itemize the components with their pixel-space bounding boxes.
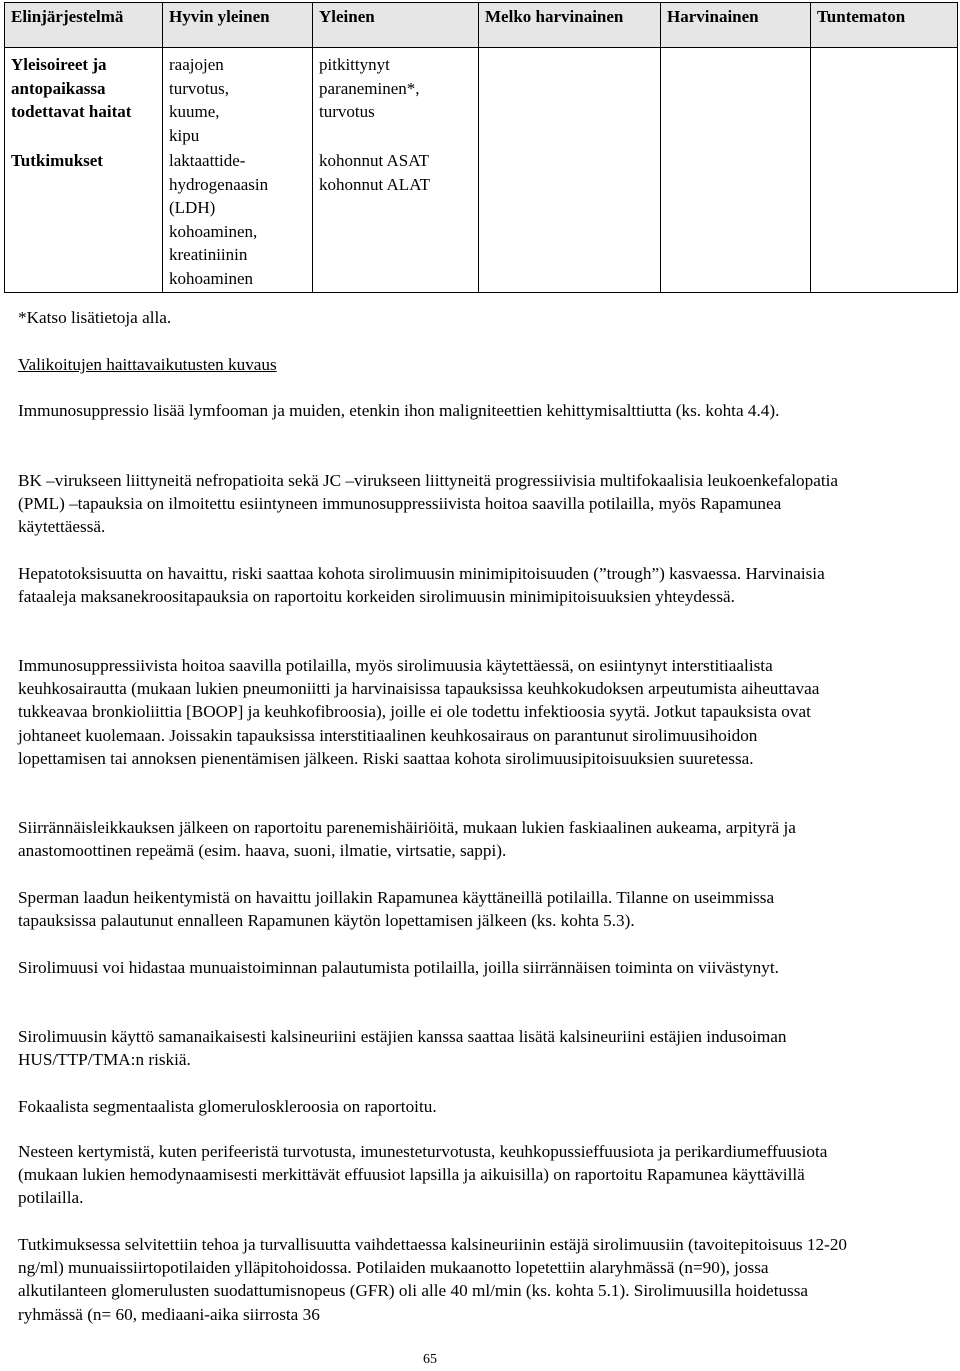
paragraph-immunosuppression: Immunosuppressio lisää lymfooman ja muiden, etenkin ihon maligniteettien kehittymisalttiutta (ks. kohta 4.4).: [18, 401, 780, 420]
table-cell-common: kohonnut ASAT kohonnut ALAT: [313, 148, 479, 293]
paragraph-fsgs: Fokaalista segmentaalista glomeruloskleroosia on raportoitu.: [18, 1097, 437, 1116]
table-header-row: [5, 3, 958, 48]
paragraph-sperm-quality: Sperman laadun heikentymistä on havaittu joillakin Rapamunea käyttäneillä potilailla. Tilanne on useimmissa tapauksissa palautunut ennalleen Rapamunen käytön lopettamisen jälkeen (ks. kohta 5.3).: [18, 888, 775, 931]
paragraph-wound-healing: Siirrännäisleikkauksen jälkeen on raportoitu parenemishäiriöitä, mukaan lukien faskiaalinen aukeama, arpityrä ja anastomoottinen repeämä (esim. haava, suoni, ilmatie, virtsatie, sappi).: [18, 818, 796, 861]
header-uncommon: Melko harvinainen: [479, 3, 661, 48]
table-cell-uncommon: [479, 148, 661, 293]
table-cell-common: pitkittynyt paraneminen*, turvotus: [313, 48, 479, 149]
table-cell-very-common: laktaattide- hydrogenaasin (LDH) kohoaminen, kreatiniinin kohoaminen: [163, 148, 313, 293]
table-cell-organ-system: Yleisoireet ja antopaikassa todettavat haitat: [5, 48, 163, 149]
table-cell-unknown: [811, 48, 958, 149]
paragraph-hus-ttp-tma: Sirolimuusin käyttö samanaikaisesti kalsineuriini estäjien kanssa saattaa lisätä kalsineuriini estäjien indusoiman HUS/TTP/TMA:n riskiä.: [18, 1027, 787, 1070]
table-cell-organ-system: Tutkimukset: [5, 148, 163, 293]
table-cell-rare: [661, 148, 811, 293]
table-cell-very-common: raajojen turvotus, kuume, kipu: [163, 48, 313, 149]
table-row: [5, 148, 958, 293]
table-cell-rare: [661, 48, 811, 149]
paragraph-hepatotoxicity: Hepatotoksisuutta on havaittu, riski saattaa kohota sirolimuusin minimipitoisuuden (”trough”) kasvaessa. Harvinaisia fataaleja maksanekroositapauksia on raportoitu korkeiden sirolimuusin minimipitoisuuksien yhteydessä.: [18, 564, 825, 607]
header-rare: Harvinainen: [661, 3, 811, 48]
paragraph-conversion-study: Tutkimuksessa selvitettiin tehoa ja turvallisuutta vaihdettaessa kalsineuriinin estäjä sirolimuusiin (tavoitepitoisuus 12-20 ng/ml) munuaissiirtopotilaiden ylläpitohoidossa. Potilaiden mukaanotto lopetettiin alaryhmässä (n=90), jossa alkutilanteen glomerulusten suodattumisnopeus (GFR) oli alle 40 ml/min (ks. kohta 5.1). Sirolimuusilla hoidetussa ryhmässä (n= 60, mediaani-aika siirrosta 36: [18, 1235, 848, 1324]
paragraph-bk-jc-virus: BK –virukseen liittyneitä nefropatioita sekä JC –virukseen liittyneitä progressiivisia multifokaalisia leukoenkefalopatia (PML) –tapauksia on ilmoitettu esiintyneen immunosuppressiivista hoitoa saavilla potilailla, myös Rapamunea käytettäessä.: [18, 471, 839, 537]
paragraph-delayed-graft-function: Sirolimuusi voi hidastaa munuaistoiminnan palautumista potilailla, joilla siirrännäisen toiminta on viivästynyt.: [18, 958, 779, 977]
header-unknown: Tuntematon: [811, 3, 958, 48]
header-common: Yleinen: [313, 3, 479, 48]
paragraph-interstitial-lung-disease: Immunosuppressiivista hoitoa saavilla potilailla, myös sirolimuusia käytettäessä, on esiintynyt interstitiaalista keuhkosairautta (mukaan lukien pneumoniitti ja harvinaisissa tapauksissa keuhkokudoksen arpeutumista aiheuttavaa tukkeavaa bronkioliittia [BOOP] ja keuhkofibroosia), joille ei ole todettu infektioosia syytä. Jotkut tapauksista ovat johtaneet kuolemaan. Joissakin tapauksissa interstitiaalinen keuhkosairaus on parantunut sirolimuusihoidon lopettamisen tai annoksen pienentämisen jälkeen. Riski saattaa kohota sirolimuusipitoisuuksien suuretessa.: [18, 656, 820, 768]
table-footnote: *Katso lisätietoja alla.: [18, 308, 172, 327]
table-cell-unknown: [811, 148, 958, 293]
page-number: 65: [423, 1352, 437, 1367]
table-row: [5, 48, 958, 149]
header-very-common: Hyvin yleinen: [163, 3, 313, 48]
header-organ-system: Elinjärjestelmä: [5, 3, 163, 48]
paragraph-fluid-accumulation: Nesteen kertymistä, kuten perifeeristä turvotusta, imunesteturvotusta, keuhkopussieffuusiota ja perikardiumeffuusiota (mukaan lukien hemodynaamisesti merkittävät effuusiot lapsilla ja aikuisilla) on raportoitu Rapamunea käyttävillä potilailla.: [18, 1142, 828, 1208]
section-heading: Valikoitujen haittavaikutusten kuvaus: [18, 355, 277, 374]
adverse-reactions-table: [4, 2, 958, 293]
table-cell-uncommon: [479, 48, 661, 149]
